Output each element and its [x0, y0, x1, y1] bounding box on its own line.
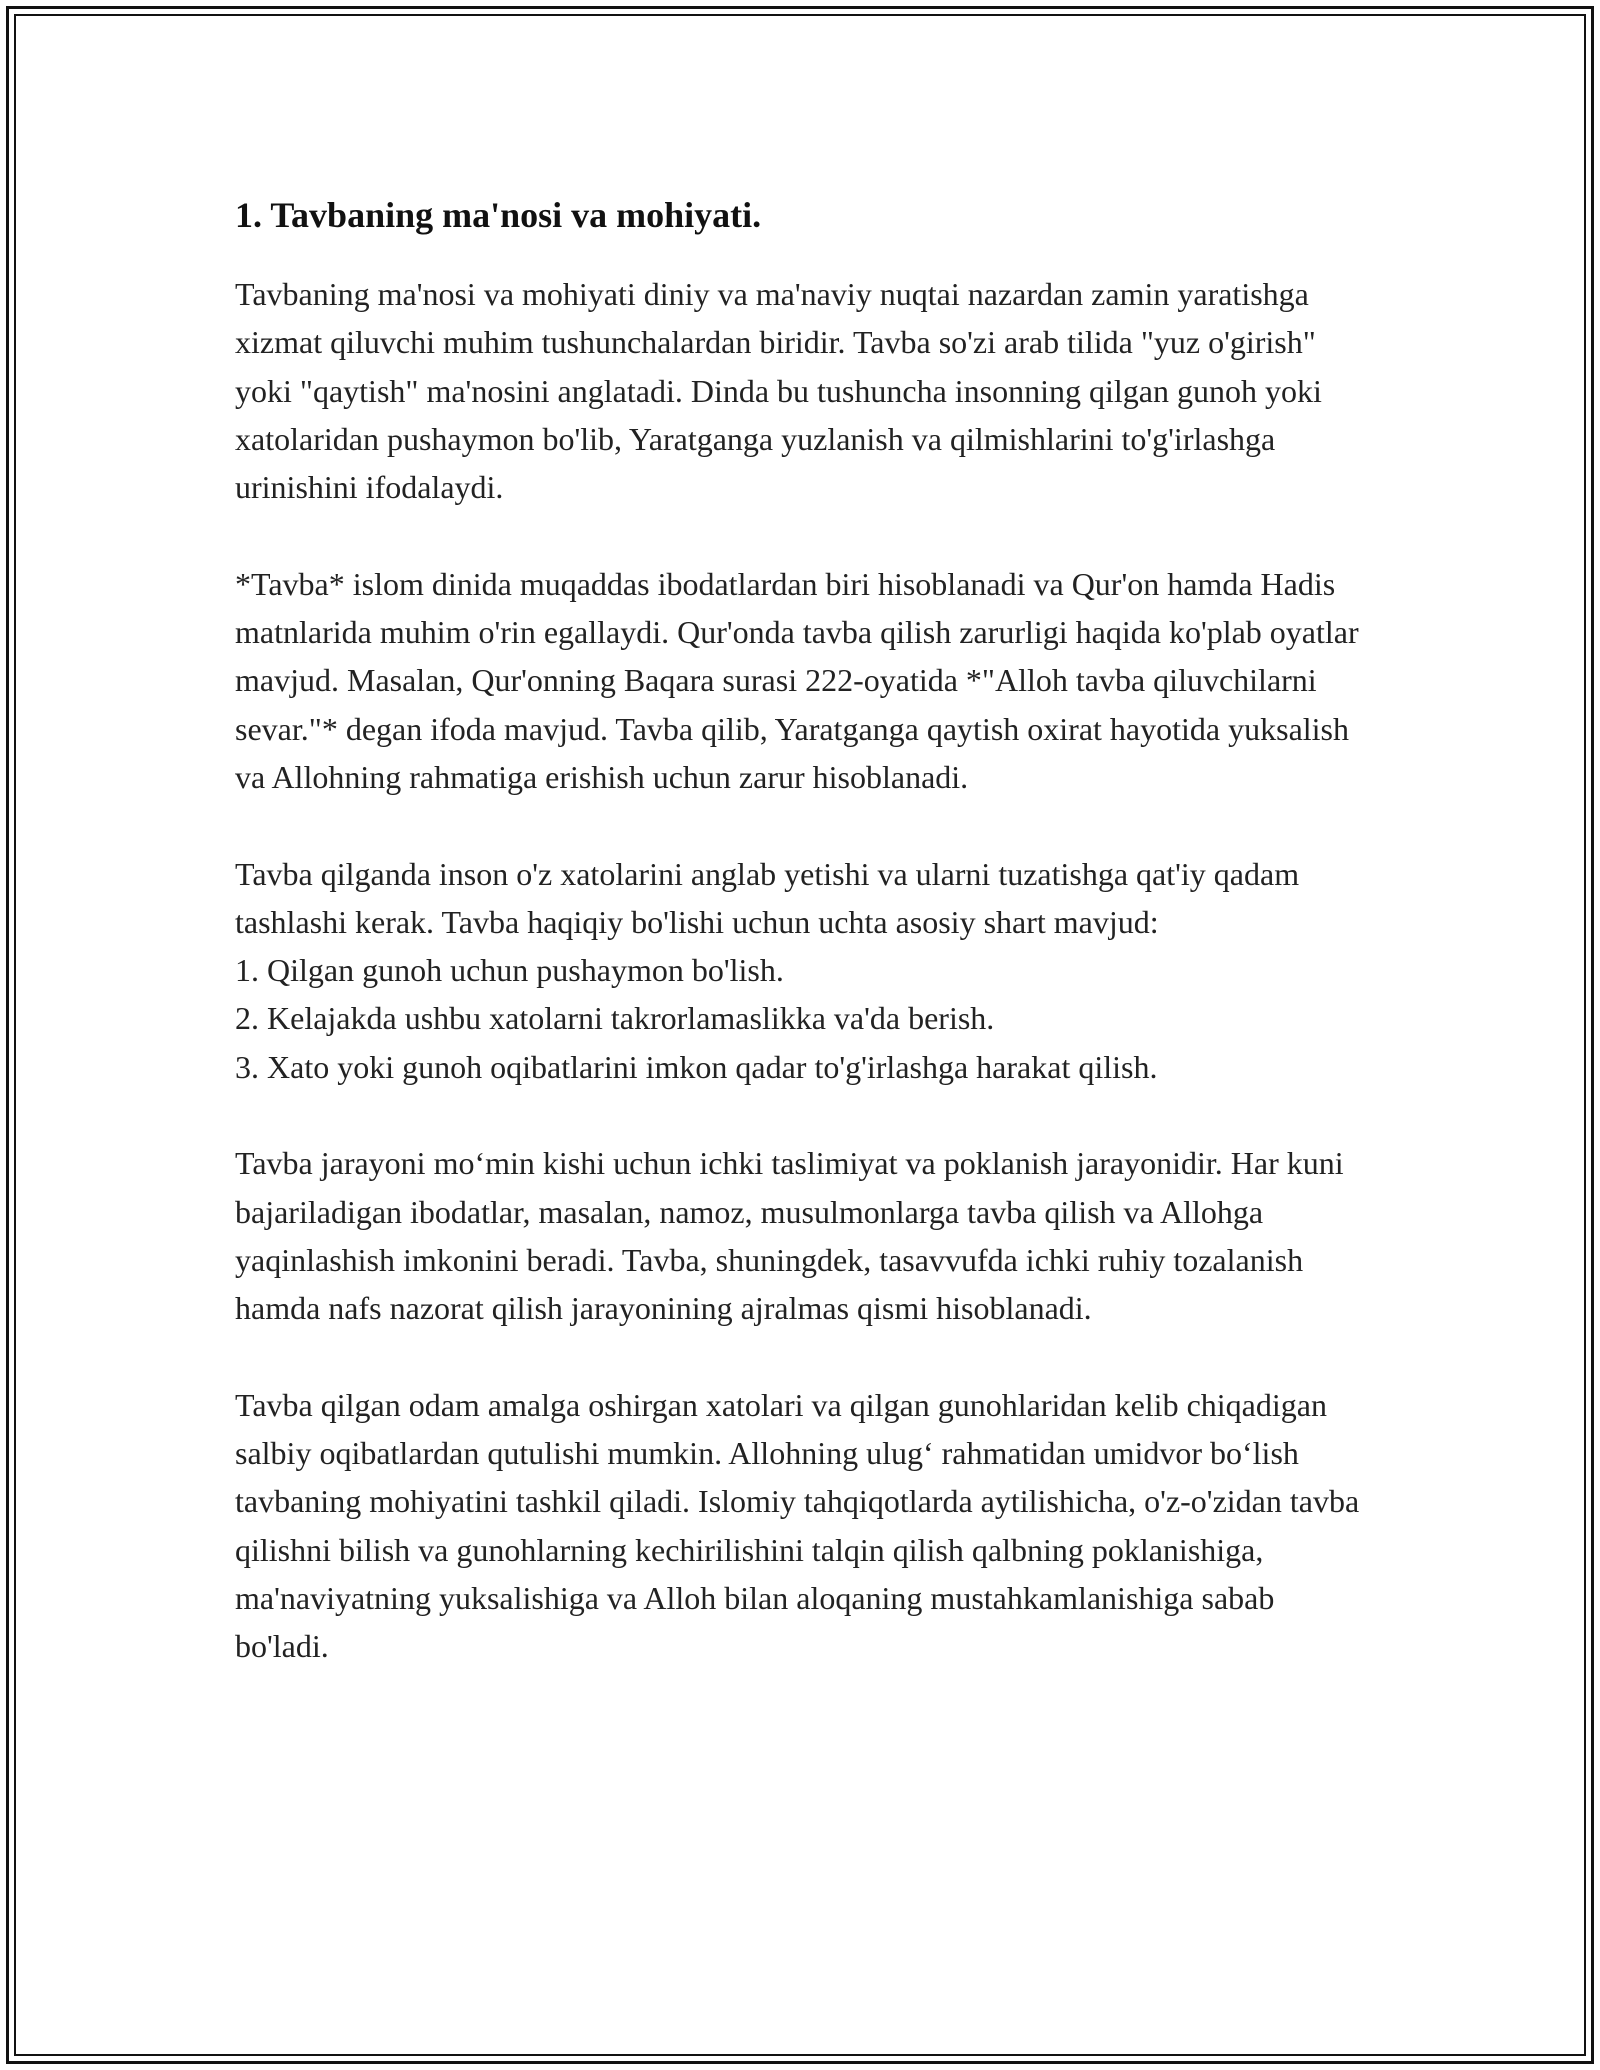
document-body	[235, 186, 1375, 1719]
paragraph-conditions-intro: Tavba qilganda inson o'z xatolarini anglab yetishi va ularni tuzatishga qat'iy qadam tashlashi kerak. Tavba haqiqiy bo'lishi uchun uchta asosiy shart mavjud:	[235, 855, 1300, 940]
paragraph-process: Tavba jarayoni mo‘min kishi uchun ichki taslimiyat va poklanish jarayonidir. Har kuni bajariladigan ibodatlar, masalan, namoz, musulmonlarga tavba qilish va Allohga yaqinlashish imkonini beradi. Tavba, shuningdek, tasavvufda ichki ruhiy tozalanish hamda nafs nazorat qilish jarayonining ajralmas qismi hisoblanadi.	[235, 1145, 1344, 1327]
paragraph-conclusion: Tavba qilgan odam amalga oshirgan xatolari va qilgan gunohlaridan kelib chiqadigan salbiy oqibatlardan qutulishi mumkin. Allohning ulug‘ rahmatidan umidvor bo‘lish tavbaning mohiyatini tashkil qiladi. Islomiy tahqiqotlarda aytilishicha, o'z-o'zidan tavba qilishni bilish va gunohlarning kechirilishini talqin qilish qalbning poklanishiga, ma'naviyatning yuksalishiga va Alloh bilan aloqaning mustahkamlanishiga sabab bo'ladi.	[235, 1386, 1360, 1665]
list-item: 3. Xato yoki gunoh oqibatlarini imkon qadar to'g'irlashga harakat qilish.	[235, 1048, 1158, 1085]
paragraph-quran: *Tavba* islom dinida muqaddas ibodatlardan biri hisoblanadi va Qur'on hamda Hadis matnlarida muhim o'rin egallaydi. Qur'onda tavba qilish zarurligi haqida ko'plab oyatlar mavjud. Masalan, Qur'onning Baqara surasi 222-oyatida *"Alloh tavba qiluvchilarni sevar."* degan ifoda mavjud. Tavba qilib, Yaratganga qaytish oxirat hayotida yuksalish va Allohning rahmatiga erishish uchun zarur hisoblanadi.	[235, 565, 1359, 795]
list-item: 2. Kelajakda ushbu xatolarni takrorlamaslikka va'da berish.	[235, 1000, 995, 1037]
conditions-list	[235, 946, 1375, 1091]
paragraph-meaning: Tavbaning ma'nosi va mohiyati diniy va ma'naviy nuqtai nazardan zamin yaratishga xizmat qiluvchi muhim tushunchalardan biridir. Tavba so'zi arab tilida "yuz o'girish" yoki "qaytish" ma'nosini anglatadi. Dinda bu tushuncha insonning qilgan gunoh yoki xatolaridan pushaymon bo'lib, Yaratganga yuzlanish va qilmishlarini to'g'irlashga urinishini ifodalaydi.	[235, 276, 1322, 506]
list-item: 1. Qilgan gunoh uchun pushaymon bo'lish.	[235, 952, 784, 989]
section-heading: 1. Tavbaning ma'nosi va mohiyati.	[235, 195, 762, 235]
